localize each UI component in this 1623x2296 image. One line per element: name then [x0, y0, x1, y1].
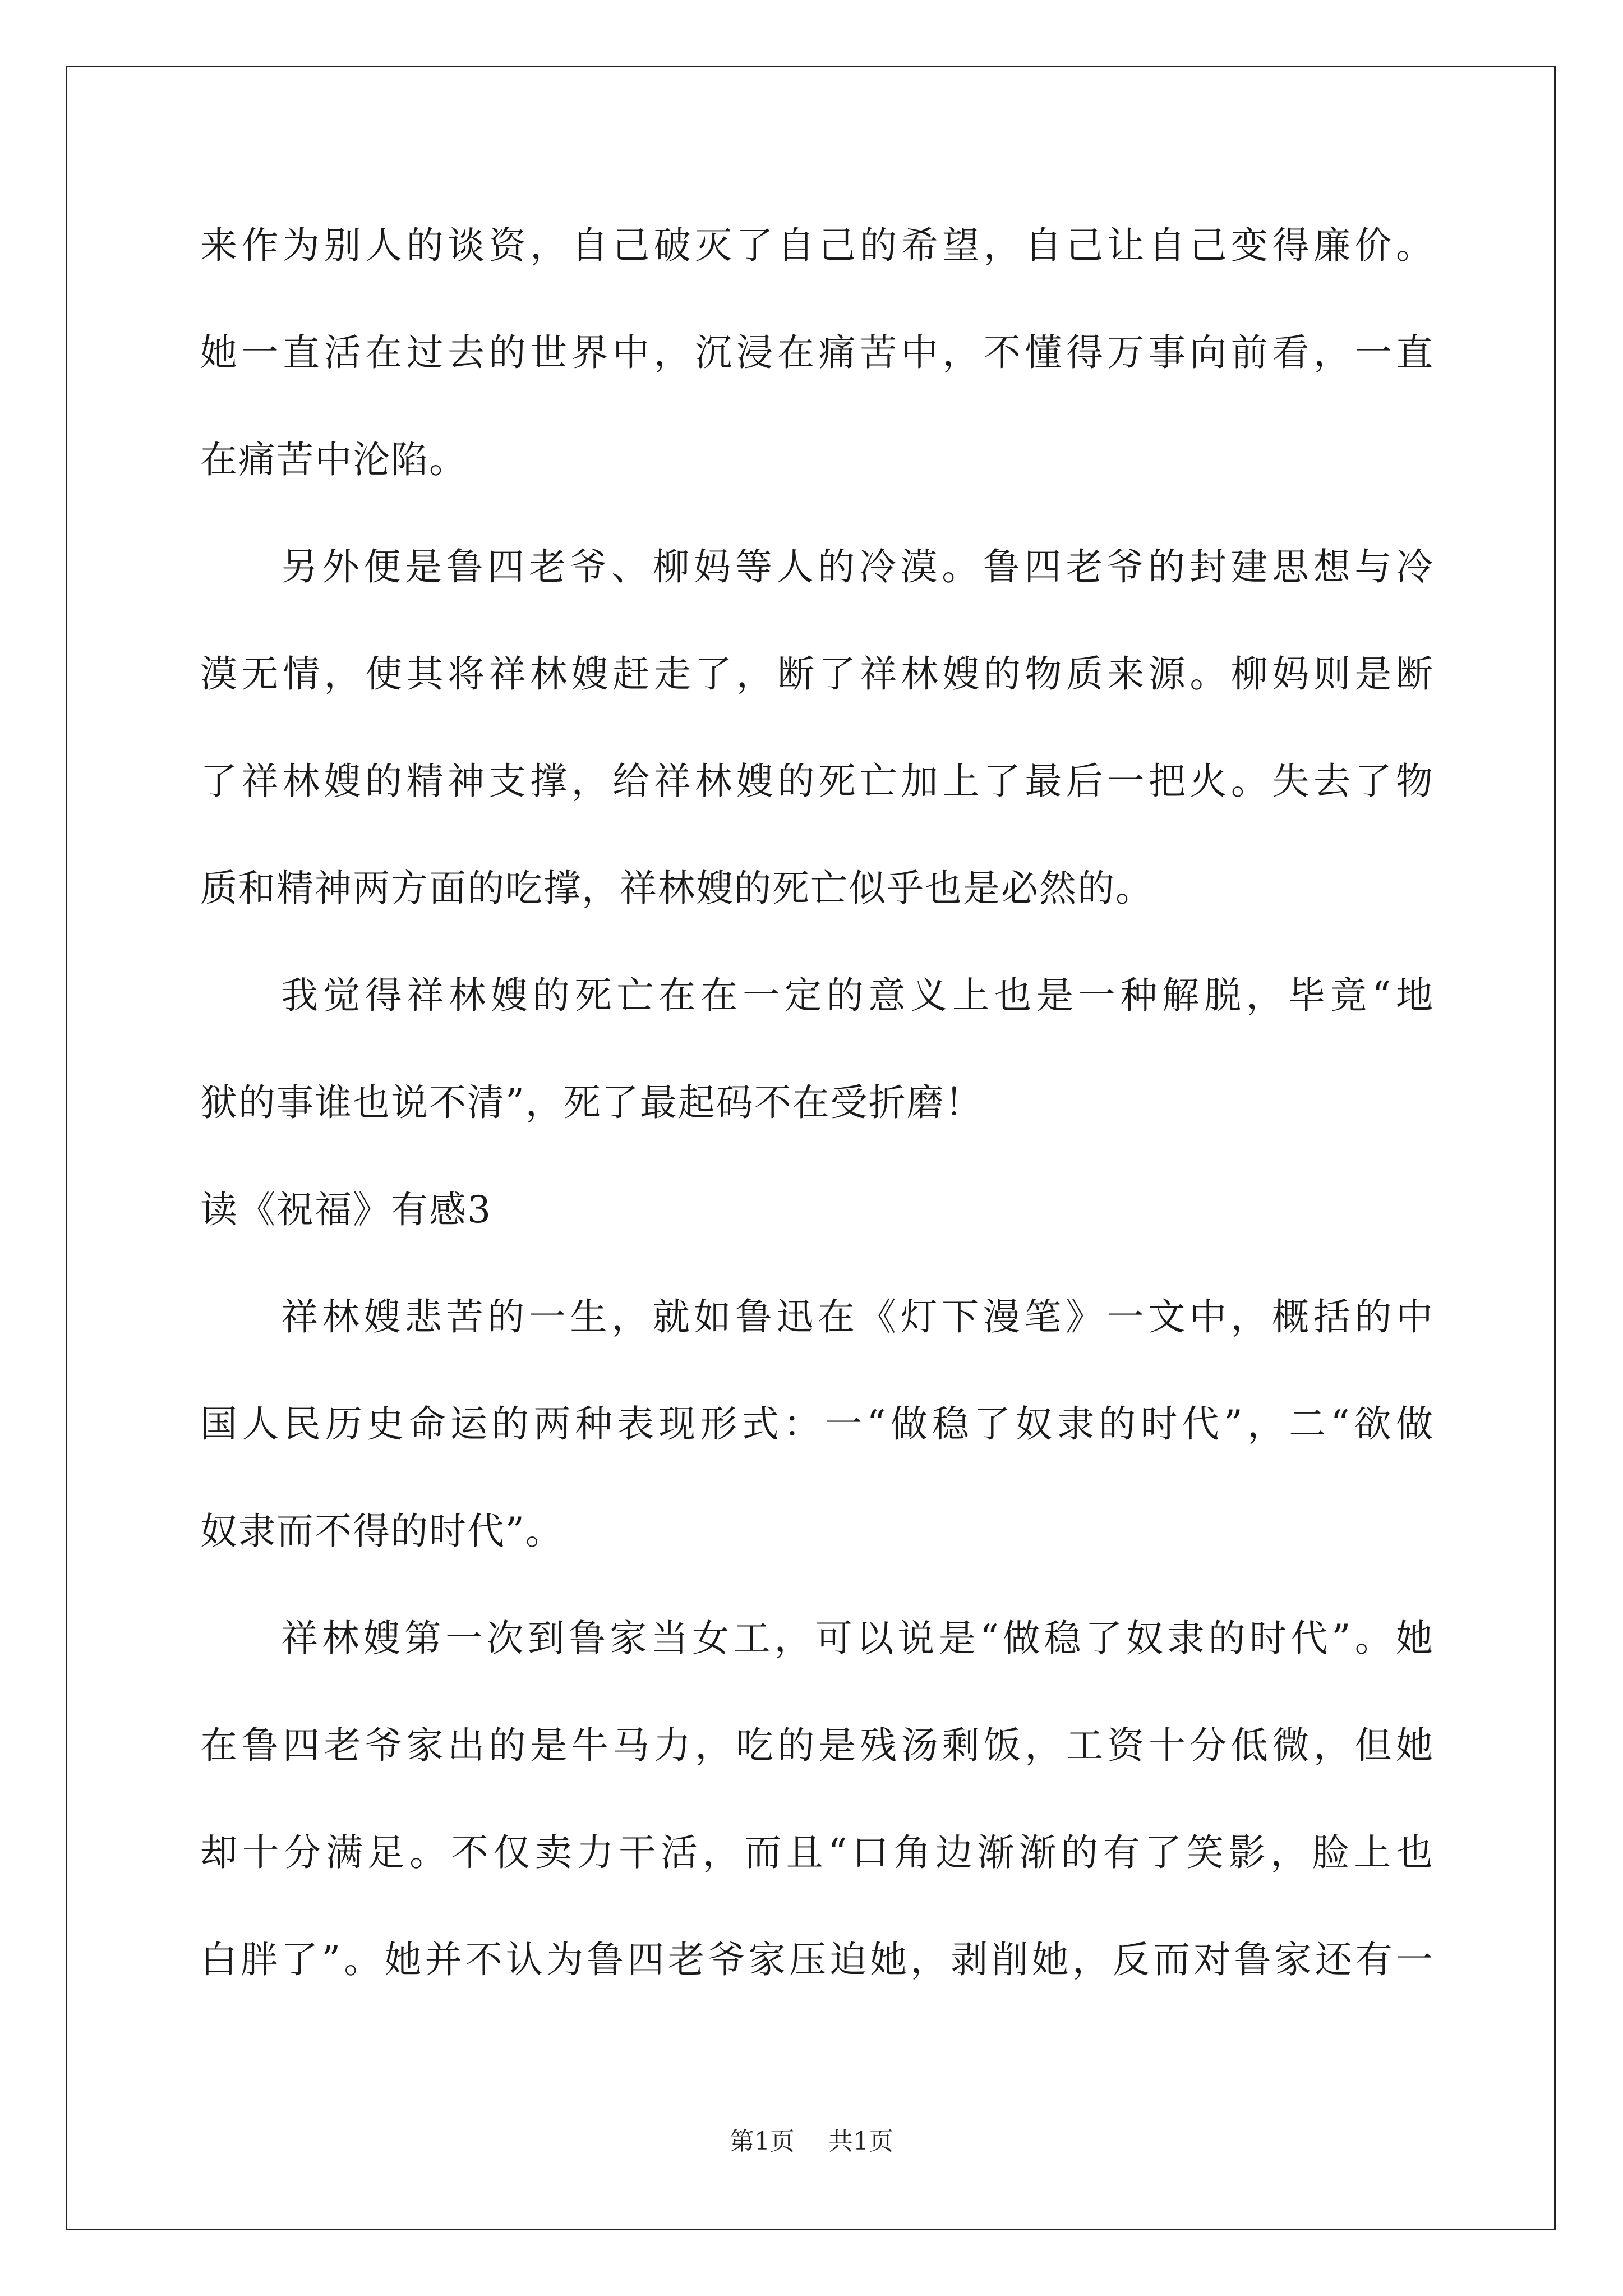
paragraph-start-line: 祥林嫂第一次到鲁家当女工，可以说是“做稳了奴隶的时代”。她 — [281, 1617, 1434, 1660]
paragraph-start-line: 祥林嫂悲苦的一生，就如鲁迅在《灯下漫笔》一文中，概括的中 — [281, 1295, 1434, 1338]
text-line: 奴隶而不得的时代”。 — [200, 1510, 564, 1553]
text-line: 漠无情，使其将祥林嫂赶走了，断了祥林嫂的物质来源。柳妈则是断 — [200, 652, 1434, 696]
text-line: 在痛苦中沦陷。 — [200, 438, 467, 481]
paragraph-start-line: 我觉得祥林嫂的死亡在在一定的意义上也是一种解脱，毕竟“地 — [281, 974, 1434, 1017]
page-number-current: 第1页 — [730, 2127, 795, 2156]
section-heading: 读《祝福》有感3 — [200, 1188, 492, 1231]
text-line: 国人民历史命运的两种表现形式：一“做稳了奴隶的时代”，二“欲做 — [200, 1402, 1434, 1446]
document-body — [200, 192, 1434, 2013]
paragraph-start-line: 另外便是鲁四老爷、柳妈等人的冷漠。鲁四老爷的封建思想与冷 — [281, 545, 1434, 588]
text-line: 质和精神两方面的吃撑，祥林嫂的死亡似乎也是必然的。 — [200, 867, 1154, 910]
text-line: 白胖了”。她并不认为鲁四老爷家压迫她，剥削她，反而对鲁家还有一 — [200, 1938, 1434, 1981]
text-line: 了祥林嫂的精神支撑，给祥林嫂的死亡加上了最后一把火。失去了物 — [200, 760, 1434, 803]
text-line: 她一直活在过去的世界中，沉浸在痛苦中，不懂得万事向前看，一直 — [200, 331, 1434, 374]
text-line: 狱的事谁也说不清”，死了最起码不在受折磨！ — [200, 1081, 983, 1124]
text-line: 在鲁四老爷家出的是牛马力，吃的是残汤剩饭，工资十分低微，但她 — [200, 1724, 1434, 1767]
page-footer — [0, 2125, 1623, 2159]
text-line: 却十分满足。不仅卖力干活，而且“口角边渐渐的有了笑影，脸上也 — [200, 1831, 1434, 1874]
text-line: 来作为别人的谈资，自己破灭了自己的希望，自己让自己变得廉价。 — [200, 224, 1434, 267]
page-number-total: 共1页 — [828, 2127, 893, 2156]
